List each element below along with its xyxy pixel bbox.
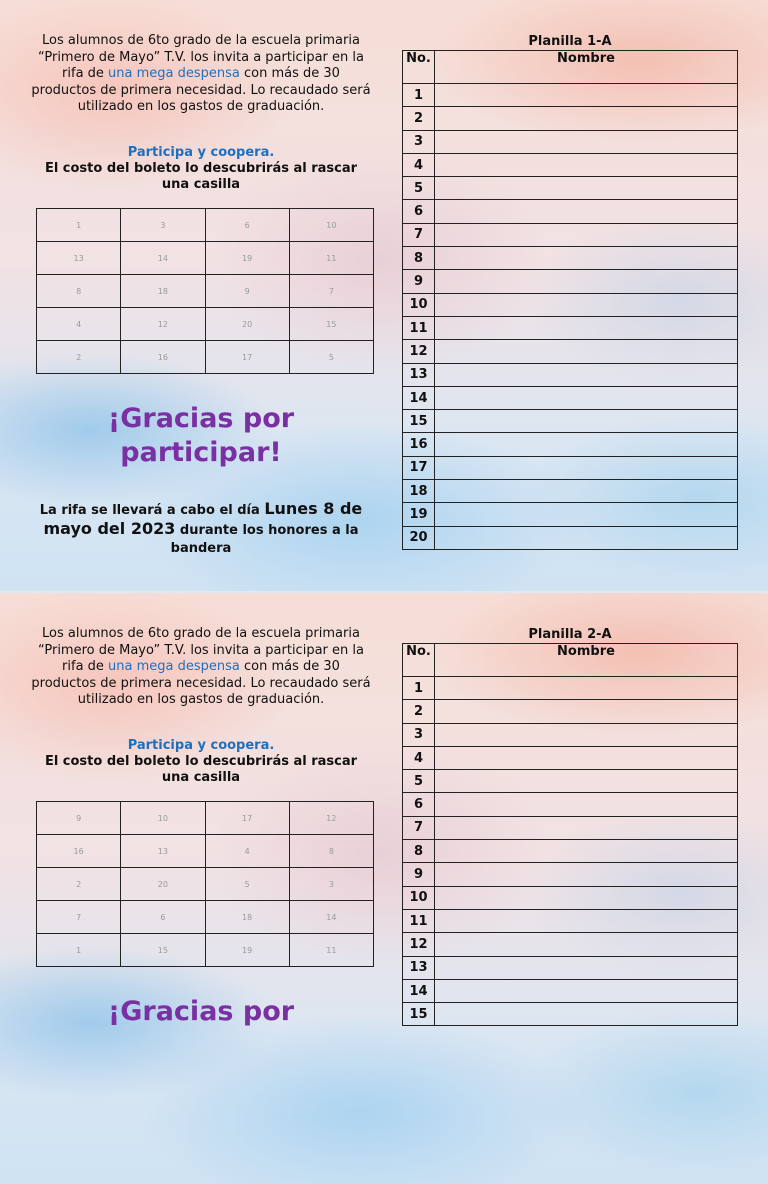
row-number: 10 bbox=[403, 293, 435, 316]
table-row bbox=[403, 863, 738, 886]
scratch-row bbox=[37, 242, 374, 275]
name-field[interactable] bbox=[435, 340, 738, 363]
planilla-table bbox=[402, 643, 738, 1026]
row-number: 2 bbox=[403, 700, 435, 723]
table-row bbox=[403, 84, 738, 107]
row-number: 6 bbox=[403, 200, 435, 223]
table-row bbox=[403, 247, 738, 270]
row-number: 18 bbox=[403, 480, 435, 503]
intro-highlight: una mega despensa bbox=[108, 66, 240, 81]
row-number: 11 bbox=[403, 909, 435, 932]
raffle-sheet-1 bbox=[0, 0, 768, 591]
scratch-cell[interactable]: 15 bbox=[289, 308, 373, 341]
scratch-cell[interactable]: 4 bbox=[37, 308, 121, 341]
scratch-row bbox=[37, 209, 374, 242]
row-number: 19 bbox=[403, 503, 435, 526]
name-field[interactable] bbox=[435, 863, 738, 886]
participa-text: Participa y coopera. bbox=[127, 738, 275, 753]
name-field[interactable] bbox=[435, 909, 738, 932]
table-row bbox=[403, 270, 738, 293]
table-row bbox=[403, 723, 738, 746]
intro-part1: Los alumnos de 6to grado de la escuela primaria “Primero de Mayo” T.V. los invita a participar en la rifa de bbox=[38, 626, 364, 674]
table-row bbox=[403, 177, 738, 200]
row-number: 12 bbox=[403, 340, 435, 363]
name-field[interactable] bbox=[435, 410, 738, 433]
scratch-cell[interactable]: 8 bbox=[289, 835, 373, 868]
row-number: 4 bbox=[403, 746, 435, 769]
scratch-cell[interactable]: 11 bbox=[289, 934, 373, 967]
table-row bbox=[403, 1003, 738, 1026]
scratch-cell[interactable]: 19 bbox=[205, 242, 289, 275]
scratch-cell[interactable]: 17 bbox=[205, 802, 289, 835]
costo-text: El costo del boleto lo descubrirás al rascar una casilla bbox=[44, 754, 358, 785]
scratch-cell[interactable]: 2 bbox=[37, 868, 121, 901]
scratch-cell[interactable]: 11 bbox=[289, 242, 373, 275]
scratch-row bbox=[37, 275, 374, 308]
intro-text bbox=[30, 626, 372, 709]
row-number: 2 bbox=[403, 107, 435, 130]
scratch-cell[interactable]: 10 bbox=[121, 802, 205, 835]
table-row bbox=[403, 433, 738, 456]
rifa-part2: durante los honores a la bandera bbox=[170, 523, 359, 556]
name-field[interactable] bbox=[435, 886, 738, 909]
scratch-cell[interactable]: 16 bbox=[121, 341, 205, 374]
row-number: 9 bbox=[403, 863, 435, 886]
row-number: 12 bbox=[403, 933, 435, 956]
table-row bbox=[403, 909, 738, 932]
name-field[interactable] bbox=[435, 526, 738, 549]
scratch-cell[interactable]: 19 bbox=[205, 934, 289, 967]
row-number: 7 bbox=[403, 223, 435, 246]
name-field[interactable] bbox=[435, 816, 738, 839]
table-row bbox=[403, 130, 738, 153]
row-number: 14 bbox=[403, 386, 435, 409]
scratch-cell[interactable]: 17 bbox=[205, 341, 289, 374]
table-row bbox=[403, 979, 738, 1002]
scratch-row bbox=[37, 868, 374, 901]
name-field[interactable] bbox=[435, 363, 738, 386]
name-field[interactable] bbox=[435, 503, 738, 526]
scratch-cell[interactable]: 6 bbox=[121, 901, 205, 934]
table-row bbox=[403, 456, 738, 479]
rifa-date: Lunes 8 de mayo del 2023 bbox=[43, 499, 363, 538]
costo-text: El costo del boleto lo descubrirás al rascar una casilla bbox=[44, 161, 358, 192]
row-number: 9 bbox=[403, 270, 435, 293]
name-field[interactable] bbox=[435, 770, 738, 793]
row-number: 10 bbox=[403, 886, 435, 909]
row-number: 5 bbox=[403, 770, 435, 793]
name-field[interactable] bbox=[435, 107, 738, 130]
scratch-row bbox=[37, 901, 374, 934]
scratch-cell[interactable]: 1 bbox=[37, 934, 121, 967]
scratch-cell[interactable]: 3 bbox=[289, 868, 373, 901]
scratch-row bbox=[37, 835, 374, 868]
table-row bbox=[403, 223, 738, 246]
table-row bbox=[403, 386, 738, 409]
scratch-grid bbox=[36, 801, 374, 967]
name-field[interactable] bbox=[435, 130, 738, 153]
scratch-cell[interactable]: 4 bbox=[205, 835, 289, 868]
name-field[interactable] bbox=[435, 456, 738, 479]
table-row bbox=[403, 956, 738, 979]
name-field[interactable] bbox=[435, 386, 738, 409]
scratch-cell[interactable]: 20 bbox=[205, 308, 289, 341]
gracias-title: ¡Gracias por bbox=[107, 996, 295, 1027]
row-number: 15 bbox=[403, 410, 435, 433]
table-row bbox=[403, 340, 738, 363]
scratch-cell[interactable]: 16 bbox=[37, 835, 121, 868]
name-field[interactable] bbox=[435, 933, 738, 956]
scratch-cell[interactable]: 13 bbox=[37, 242, 121, 275]
table-row bbox=[403, 746, 738, 769]
scratch-row bbox=[37, 341, 374, 374]
column-header-no: No. bbox=[403, 51, 435, 84]
scratch-cell[interactable]: 5 bbox=[205, 868, 289, 901]
scratch-row bbox=[37, 802, 374, 835]
row-number: 15 bbox=[403, 1003, 435, 1026]
name-field[interactable] bbox=[435, 1003, 738, 1026]
scratch-cell[interactable]: 7 bbox=[289, 275, 373, 308]
row-number: 13 bbox=[403, 956, 435, 979]
name-field[interactable] bbox=[435, 979, 738, 1002]
column-header-nombre: Nombre bbox=[435, 644, 738, 677]
raffle-sheet-2 bbox=[0, 593, 768, 1184]
name-field[interactable] bbox=[435, 433, 738, 456]
scratch-cell[interactable]: 12 bbox=[289, 802, 373, 835]
rifa-text bbox=[30, 500, 372, 558]
table-row bbox=[403, 410, 738, 433]
table-row bbox=[403, 793, 738, 816]
scratch-cell[interactable]: 14 bbox=[121, 242, 205, 275]
gracias-title: ¡Gracias por participar! bbox=[107, 403, 295, 468]
table-row bbox=[403, 677, 738, 700]
table-row bbox=[403, 363, 738, 386]
name-field[interactable] bbox=[435, 84, 738, 107]
row-number: 7 bbox=[403, 816, 435, 839]
planilla-table bbox=[402, 50, 738, 550]
participa-text: Participa y coopera. bbox=[127, 145, 275, 160]
scratch-cell[interactable]: 20 bbox=[121, 868, 205, 901]
row-number: 3 bbox=[403, 723, 435, 746]
name-field[interactable] bbox=[435, 677, 738, 700]
scratch-cell[interactable]: 12 bbox=[121, 308, 205, 341]
scratch-cell[interactable]: 8 bbox=[37, 275, 121, 308]
table-row bbox=[403, 816, 738, 839]
row-number: 3 bbox=[403, 130, 435, 153]
row-number: 16 bbox=[403, 433, 435, 456]
table-row bbox=[403, 480, 738, 503]
row-number: 4 bbox=[403, 153, 435, 176]
table-row bbox=[403, 293, 738, 316]
name-field[interactable] bbox=[435, 316, 738, 339]
scratch-row bbox=[37, 308, 374, 341]
name-field[interactable] bbox=[435, 700, 738, 723]
column-header-no: No. bbox=[403, 644, 435, 677]
table-row bbox=[403, 107, 738, 130]
scratch-cell[interactable]: 13 bbox=[121, 835, 205, 868]
row-number: 8 bbox=[403, 840, 435, 863]
table-row bbox=[403, 840, 738, 863]
scratch-cell[interactable]: 3 bbox=[121, 209, 205, 242]
name-field[interactable] bbox=[435, 247, 738, 270]
row-number: 1 bbox=[403, 677, 435, 700]
row-number: 8 bbox=[403, 247, 435, 270]
scratch-cell[interactable]: 18 bbox=[205, 901, 289, 934]
row-number: 11 bbox=[403, 316, 435, 339]
intro-highlight: una mega despensa bbox=[108, 659, 240, 674]
intro-part2: con más de 30 productos de primera necesidad. Lo recaudado será utilizado en los gastos de graduación. bbox=[31, 659, 371, 707]
name-field[interactable] bbox=[435, 177, 738, 200]
name-field[interactable] bbox=[435, 223, 738, 246]
table-row bbox=[403, 933, 738, 956]
name-field[interactable] bbox=[435, 746, 738, 769]
name-field[interactable] bbox=[435, 956, 738, 979]
row-number: 1 bbox=[403, 84, 435, 107]
scratch-cell[interactable]: 9 bbox=[37, 802, 121, 835]
planilla-title: Planilla 2-A bbox=[528, 627, 612, 642]
scratch-cell[interactable]: 7 bbox=[37, 901, 121, 934]
table-row bbox=[403, 886, 738, 909]
row-number: 20 bbox=[403, 526, 435, 549]
scratch-cell[interactable]: 1 bbox=[37, 209, 121, 242]
scratch-cell[interactable]: 2 bbox=[37, 341, 121, 374]
scratch-cell[interactable]: 15 bbox=[121, 934, 205, 967]
scratch-cell[interactable]: 5 bbox=[289, 341, 373, 374]
scratch-cell[interactable]: 10 bbox=[289, 209, 373, 242]
scratch-grid bbox=[36, 208, 374, 374]
name-field[interactable] bbox=[435, 480, 738, 503]
row-number: 5 bbox=[403, 177, 435, 200]
intro-part1: Los alumnos de 6to grado de la escuela primaria “Primero de Mayo” T.V. los invita a participar en la rifa de bbox=[38, 33, 364, 81]
name-field[interactable] bbox=[435, 153, 738, 176]
rifa-part1: La rifa se llevará a cabo el día bbox=[39, 503, 265, 518]
column-header-nombre: Nombre bbox=[435, 51, 738, 84]
intro-part2: con más de 30 productos de primera necesidad. Lo recaudado será utilizado en los gastos de graduación. bbox=[31, 66, 371, 114]
scratch-cell[interactable]: 9 bbox=[205, 275, 289, 308]
intro-text bbox=[30, 33, 372, 116]
table-row bbox=[403, 503, 738, 526]
row-number: 14 bbox=[403, 979, 435, 1002]
table-row bbox=[403, 770, 738, 793]
table-row bbox=[403, 153, 738, 176]
scratch-row bbox=[37, 934, 374, 967]
name-field[interactable] bbox=[435, 840, 738, 863]
name-field[interactable] bbox=[435, 200, 738, 223]
table-row bbox=[403, 316, 738, 339]
table-row bbox=[403, 700, 738, 723]
scratch-cell[interactable]: 6 bbox=[205, 209, 289, 242]
planilla-title: Planilla 1-A bbox=[528, 34, 612, 49]
name-field[interactable] bbox=[435, 293, 738, 316]
row-number: 13 bbox=[403, 363, 435, 386]
table-row bbox=[403, 200, 738, 223]
table-row bbox=[403, 526, 738, 549]
scratch-cell[interactable]: 14 bbox=[289, 901, 373, 934]
row-number: 17 bbox=[403, 456, 435, 479]
name-field[interactable] bbox=[435, 270, 738, 293]
name-field[interactable] bbox=[435, 793, 738, 816]
row-number: 6 bbox=[403, 793, 435, 816]
name-field[interactable] bbox=[435, 723, 738, 746]
scratch-cell[interactable]: 18 bbox=[121, 275, 205, 308]
